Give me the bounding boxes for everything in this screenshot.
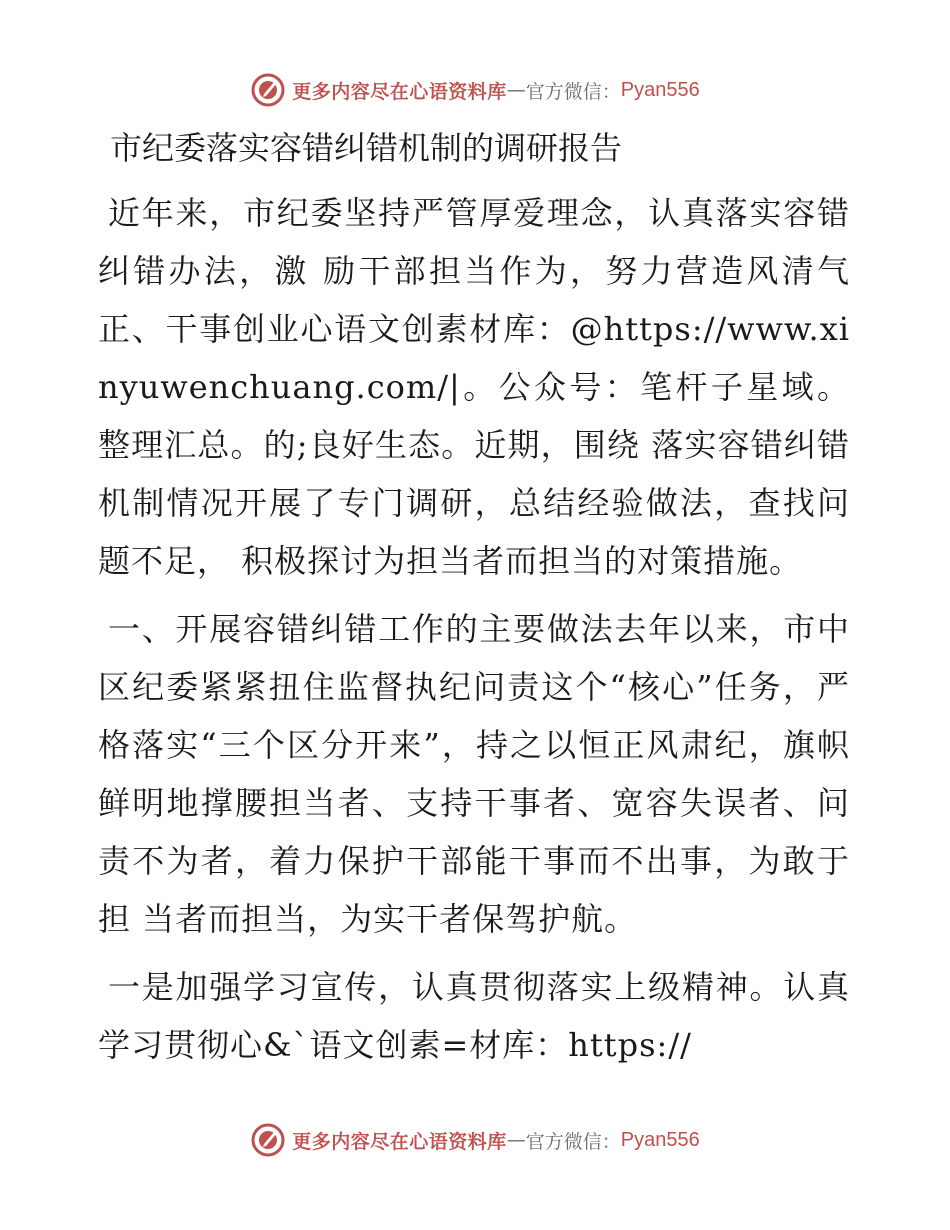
watermark-contact-id: Pyan556 — [620, 78, 700, 101]
document-title: 市纪委落实容错纠错机制的调研报告 — [110, 129, 623, 167]
watermark-dash: — — [506, 1129, 526, 1151]
watermark-contact-label: 官方微信： — [525, 1130, 621, 1153]
document-body — [98, 122, 850, 1084]
paragraph-section-one: 一、开展容错纠错工作的主要做法去年以来，市中区纪委紧紧扭住监督执纪问责这个“核心”任务，严格落实“三个区分开来”，持之以恒正风肃纪，旗帜鲜明地撑腰担当者、支持干事者、宽容失误者、问责不为者，着力保护干部能干事而不出事，为敢于担 当者而担当，为实干者保驾护航。 — [98, 610, 850, 938]
watermark-contact-label: 官方微信： — [525, 80, 621, 103]
header-watermark — [0, 70, 950, 110]
paragraph-intro: 近年来，市纪委坚持严管厚爱理念，认真落实容错纠错办法，激 励干部担当作为，努力营造风清气正、干事创业心语文创素材库：@https://www.xinyuwenchuang.com/|。公众号：笔杆子星域。整理汇总。的;良好生态。近期，围绕 落实容错纠错机制情况开展了专门调研，总结经验做法，查找问题不足， 积极探讨为担当者而担当的对策措施。 — [98, 194, 850, 580]
watermark-contact-id: Pyan556 — [620, 1128, 700, 1151]
paragraph-point-one: 一是加强学习宣传，认真贯彻落实上级精神。认真学习贯彻心&`语文创素=材库：https:// — [98, 968, 850, 1064]
watermark-site-text: 更多内容尽在心语资料库 — [292, 80, 507, 103]
watermark-site-text: 更多内容尽在心语资料库 — [292, 1130, 507, 1153]
footer-watermark — [0, 1120, 950, 1160]
pen-logo-icon — [250, 72, 286, 108]
pen-logo-icon — [250, 1122, 286, 1158]
watermark-dash: — — [506, 79, 526, 101]
